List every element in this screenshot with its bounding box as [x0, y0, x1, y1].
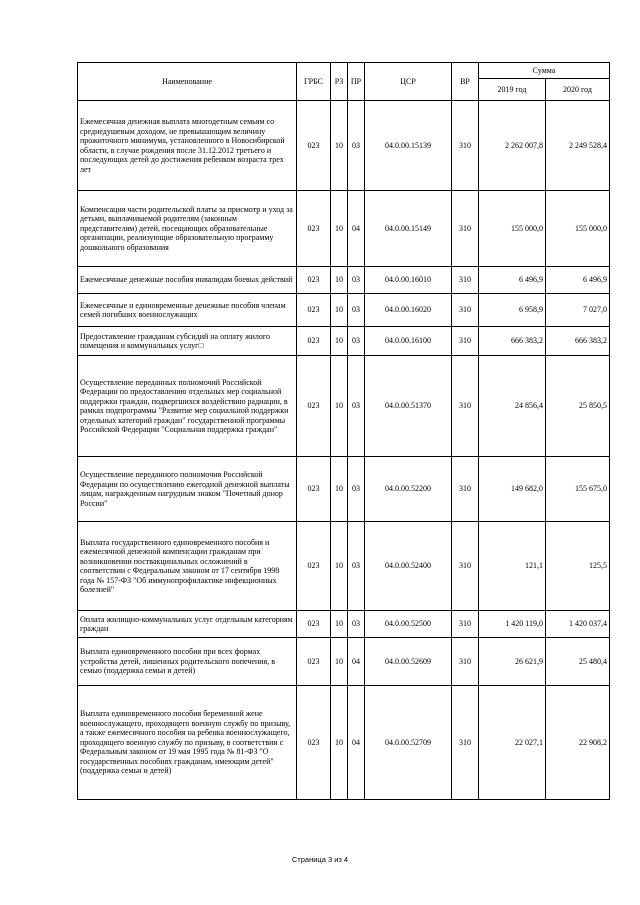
row-sum-2019: 121,1 — [479, 522, 546, 611]
row-pr: 03 — [348, 101, 365, 191]
row-name: Осуществление переданного полномочия Российской Федерации по осуществлению ежегодной денежной выплаты лицам, награжденным нагрудным знаком "Почетный донор России" — [78, 457, 297, 522]
row-name: Ежемесячная денежная выплата многодетным семьям со среднедушевым доходом, не превышающим величину прожиточного минимума, установленного в Новосибирской области, в случае рождения после 31.12.2012 третьего и последующих детей до достижения ребенком возраста трех лет — [78, 101, 297, 191]
row-grbs: 023 — [297, 611, 331, 638]
row-pr: 03 — [348, 294, 365, 327]
row-grbs: 023 — [297, 101, 331, 191]
row-name: Осуществление переданных полномочий Российской Федерации по предоставлению отдельных мер социальной поддержки граждан, подвергшихся воздействию радиации, в рамках подпрограммы "Развитие мер социальной поддержки отдельных категорий граждан" государственной программы Российской Федерации "Социальная поддержка граждан" — [78, 356, 297, 457]
row-sum-2019: 6 496,9 — [479, 267, 546, 294]
row-csr: 04.0.00.51370 — [365, 356, 452, 457]
row-vr: 310 — [452, 327, 479, 356]
row-grbs: 023 — [297, 267, 331, 294]
row-sum-2020: 125,5 — [546, 522, 610, 611]
table-body — [78, 101, 610, 800]
row-pr: 04 — [348, 638, 365, 686]
row-vr: 310 — [452, 101, 479, 191]
row-grbs: 023 — [297, 522, 331, 611]
row-name: Выплата единовременного пособия беременной жене военнослужащего, проходящего военную службу по призыву, а также ежемесячного пособия на ребенка военнослужащего, проходящего военную службу по призыву, в соответствии с Федеральным законом от 19 мая 1995 года № 81-ФЗ "О государственных пособиях гражданам, имеющим детей" (поддержка семьи и детей) — [78, 686, 297, 800]
row-csr: 04.0.00.52709 — [365, 686, 452, 800]
row-sum-2020: 6 496,9 — [546, 267, 610, 294]
row-csr: 04.0.00.15149 — [365, 191, 452, 267]
table-row — [78, 686, 610, 800]
row-csr: 04.0.00.52400 — [365, 522, 452, 611]
header-name: Наименование — [78, 63, 297, 101]
table-row — [78, 356, 610, 457]
row-sum-2020: 666 383,2 — [546, 327, 610, 356]
row-rz: 10 — [331, 267, 348, 294]
row-rz: 10 — [331, 191, 348, 267]
row-vr: 310 — [452, 522, 479, 611]
row-grbs: 023 — [297, 457, 331, 522]
row-pr: 04 — [348, 191, 365, 267]
row-pr: 03 — [348, 611, 365, 638]
row-csr: 04.0.00.16100 — [365, 327, 452, 356]
header-year-2020: 2020 год — [546, 79, 610, 101]
row-sum-2019: 26 621,9 — [479, 638, 546, 686]
header-grbs: ГРБС — [297, 63, 331, 101]
row-grbs: 023 — [297, 327, 331, 356]
row-pr: 04 — [348, 686, 365, 800]
row-rz: 10 — [331, 638, 348, 686]
table-row — [78, 327, 610, 356]
row-sum-2020: 155 000,0 — [546, 191, 610, 267]
row-grbs: 023 — [297, 638, 331, 686]
page-number: Страница 3 из 4 — [291, 855, 349, 864]
row-pr: 03 — [348, 327, 365, 356]
header-csr: ЦСР — [365, 63, 452, 101]
header-year-2019: 2019 год — [479, 79, 546, 101]
row-grbs: 023 — [297, 686, 331, 800]
header-sum: Сумма — [479, 63, 610, 79]
row-sum-2019: 24 856,4 — [479, 356, 546, 457]
row-name: Ежемесячные денежные пособия инвалидам боевых действий — [78, 267, 297, 294]
row-grbs: 023 — [297, 356, 331, 457]
table-row — [78, 294, 610, 327]
row-rz: 10 — [331, 356, 348, 457]
header-rz: РЗ — [331, 63, 348, 101]
table-row — [78, 101, 610, 191]
row-sum-2019: 1 420 119,0 — [479, 611, 546, 638]
row-grbs: 023 — [297, 294, 331, 327]
row-sum-2019: 2 262 007,8 — [479, 101, 546, 191]
row-rz: 10 — [331, 686, 348, 800]
row-rz: 10 — [331, 294, 348, 327]
row-sum-2019: 22 027,1 — [479, 686, 546, 800]
row-csr: 04.0.00.16010 — [365, 267, 452, 294]
row-vr: 310 — [452, 638, 479, 686]
table-row — [78, 267, 610, 294]
row-name: Компенсация части родительской платы за присмотр и уход за детьми, выплачиваемой родителям (законным представителям) детей, посещающих образовательные организации, реализующие образовательную программу дошкольного образования — [78, 191, 297, 267]
row-name: Выплата единовременного пособия при всех формах устройства детей, лишенных родительского попечения, в семью (поддержка семьи и детей) — [78, 638, 297, 686]
table-row — [78, 638, 610, 686]
row-name: Оплата жилищно-коммунальных услуг отдельным категориям граждан — [78, 611, 297, 638]
table-row — [78, 457, 610, 522]
row-sum-2020: 1 420 037,4 — [546, 611, 610, 638]
row-name: Ежемесячные и единовременные денежные пособия членам семей погибших военнослужащих — [78, 294, 297, 327]
row-sum-2020: 25 480,4 — [546, 638, 610, 686]
row-rz: 10 — [331, 457, 348, 522]
table-row — [78, 522, 610, 611]
row-name: Выплата государственного единовременного пособия и ежемесячной денежной компенсации гражданам при возникновении поствакцинальных осложнений в соответствии с Федеральным законом от 17 сентября 1998 года № 157-ФЗ "Об иммунопрофилактике инфекционных болезней" — [78, 522, 297, 611]
header-vr: ВР — [452, 63, 479, 101]
header-pr: ПР — [348, 63, 365, 101]
row-sum-2020: 25 850,5 — [546, 356, 610, 457]
row-sum-2019: 6 958,9 — [479, 294, 546, 327]
row-vr: 310 — [452, 686, 479, 800]
row-vr: 310 — [452, 356, 479, 457]
row-rz: 10 — [331, 101, 348, 191]
table-row — [78, 191, 610, 267]
row-sum-2019: 155 000,0 — [479, 191, 546, 267]
row-vr: 310 — [452, 457, 479, 522]
row-sum-2020: 7 027,0 — [546, 294, 610, 327]
row-sum-2020: 22 908,2 — [546, 686, 610, 800]
row-rz: 10 — [331, 327, 348, 356]
table-row — [78, 611, 610, 638]
row-rz: 10 — [331, 611, 348, 638]
row-name: Предоставление гражданам субсидий на оплату жилого помещения и коммунальных услуг□ — [78, 327, 297, 356]
row-vr: 310 — [452, 191, 479, 267]
row-csr: 04.0.00.15139 — [365, 101, 452, 191]
row-grbs: 023 — [297, 191, 331, 267]
row-sum-2019: 666 383,2 — [479, 327, 546, 356]
row-rz: 10 — [331, 522, 348, 611]
row-pr: 03 — [348, 356, 365, 457]
row-csr: 04.0.00.52500 — [365, 611, 452, 638]
row-sum-2020: 155 675,0 — [546, 457, 610, 522]
row-csr: 04.0.00.52609 — [365, 638, 452, 686]
row-vr: 310 — [452, 267, 479, 294]
row-csr: 04.0.00.16020 — [365, 294, 452, 327]
row-pr: 03 — [348, 457, 365, 522]
row-pr: 03 — [348, 522, 365, 611]
row-csr: 04.0.00.52200 — [365, 457, 452, 522]
row-vr: 310 — [452, 611, 479, 638]
row-sum-2019: 149 682,0 — [479, 457, 546, 522]
row-sum-2020: 2 249 528,4 — [546, 101, 610, 191]
row-pr: 03 — [348, 267, 365, 294]
budget-table — [77, 62, 610, 800]
row-vr: 310 — [452, 294, 479, 327]
